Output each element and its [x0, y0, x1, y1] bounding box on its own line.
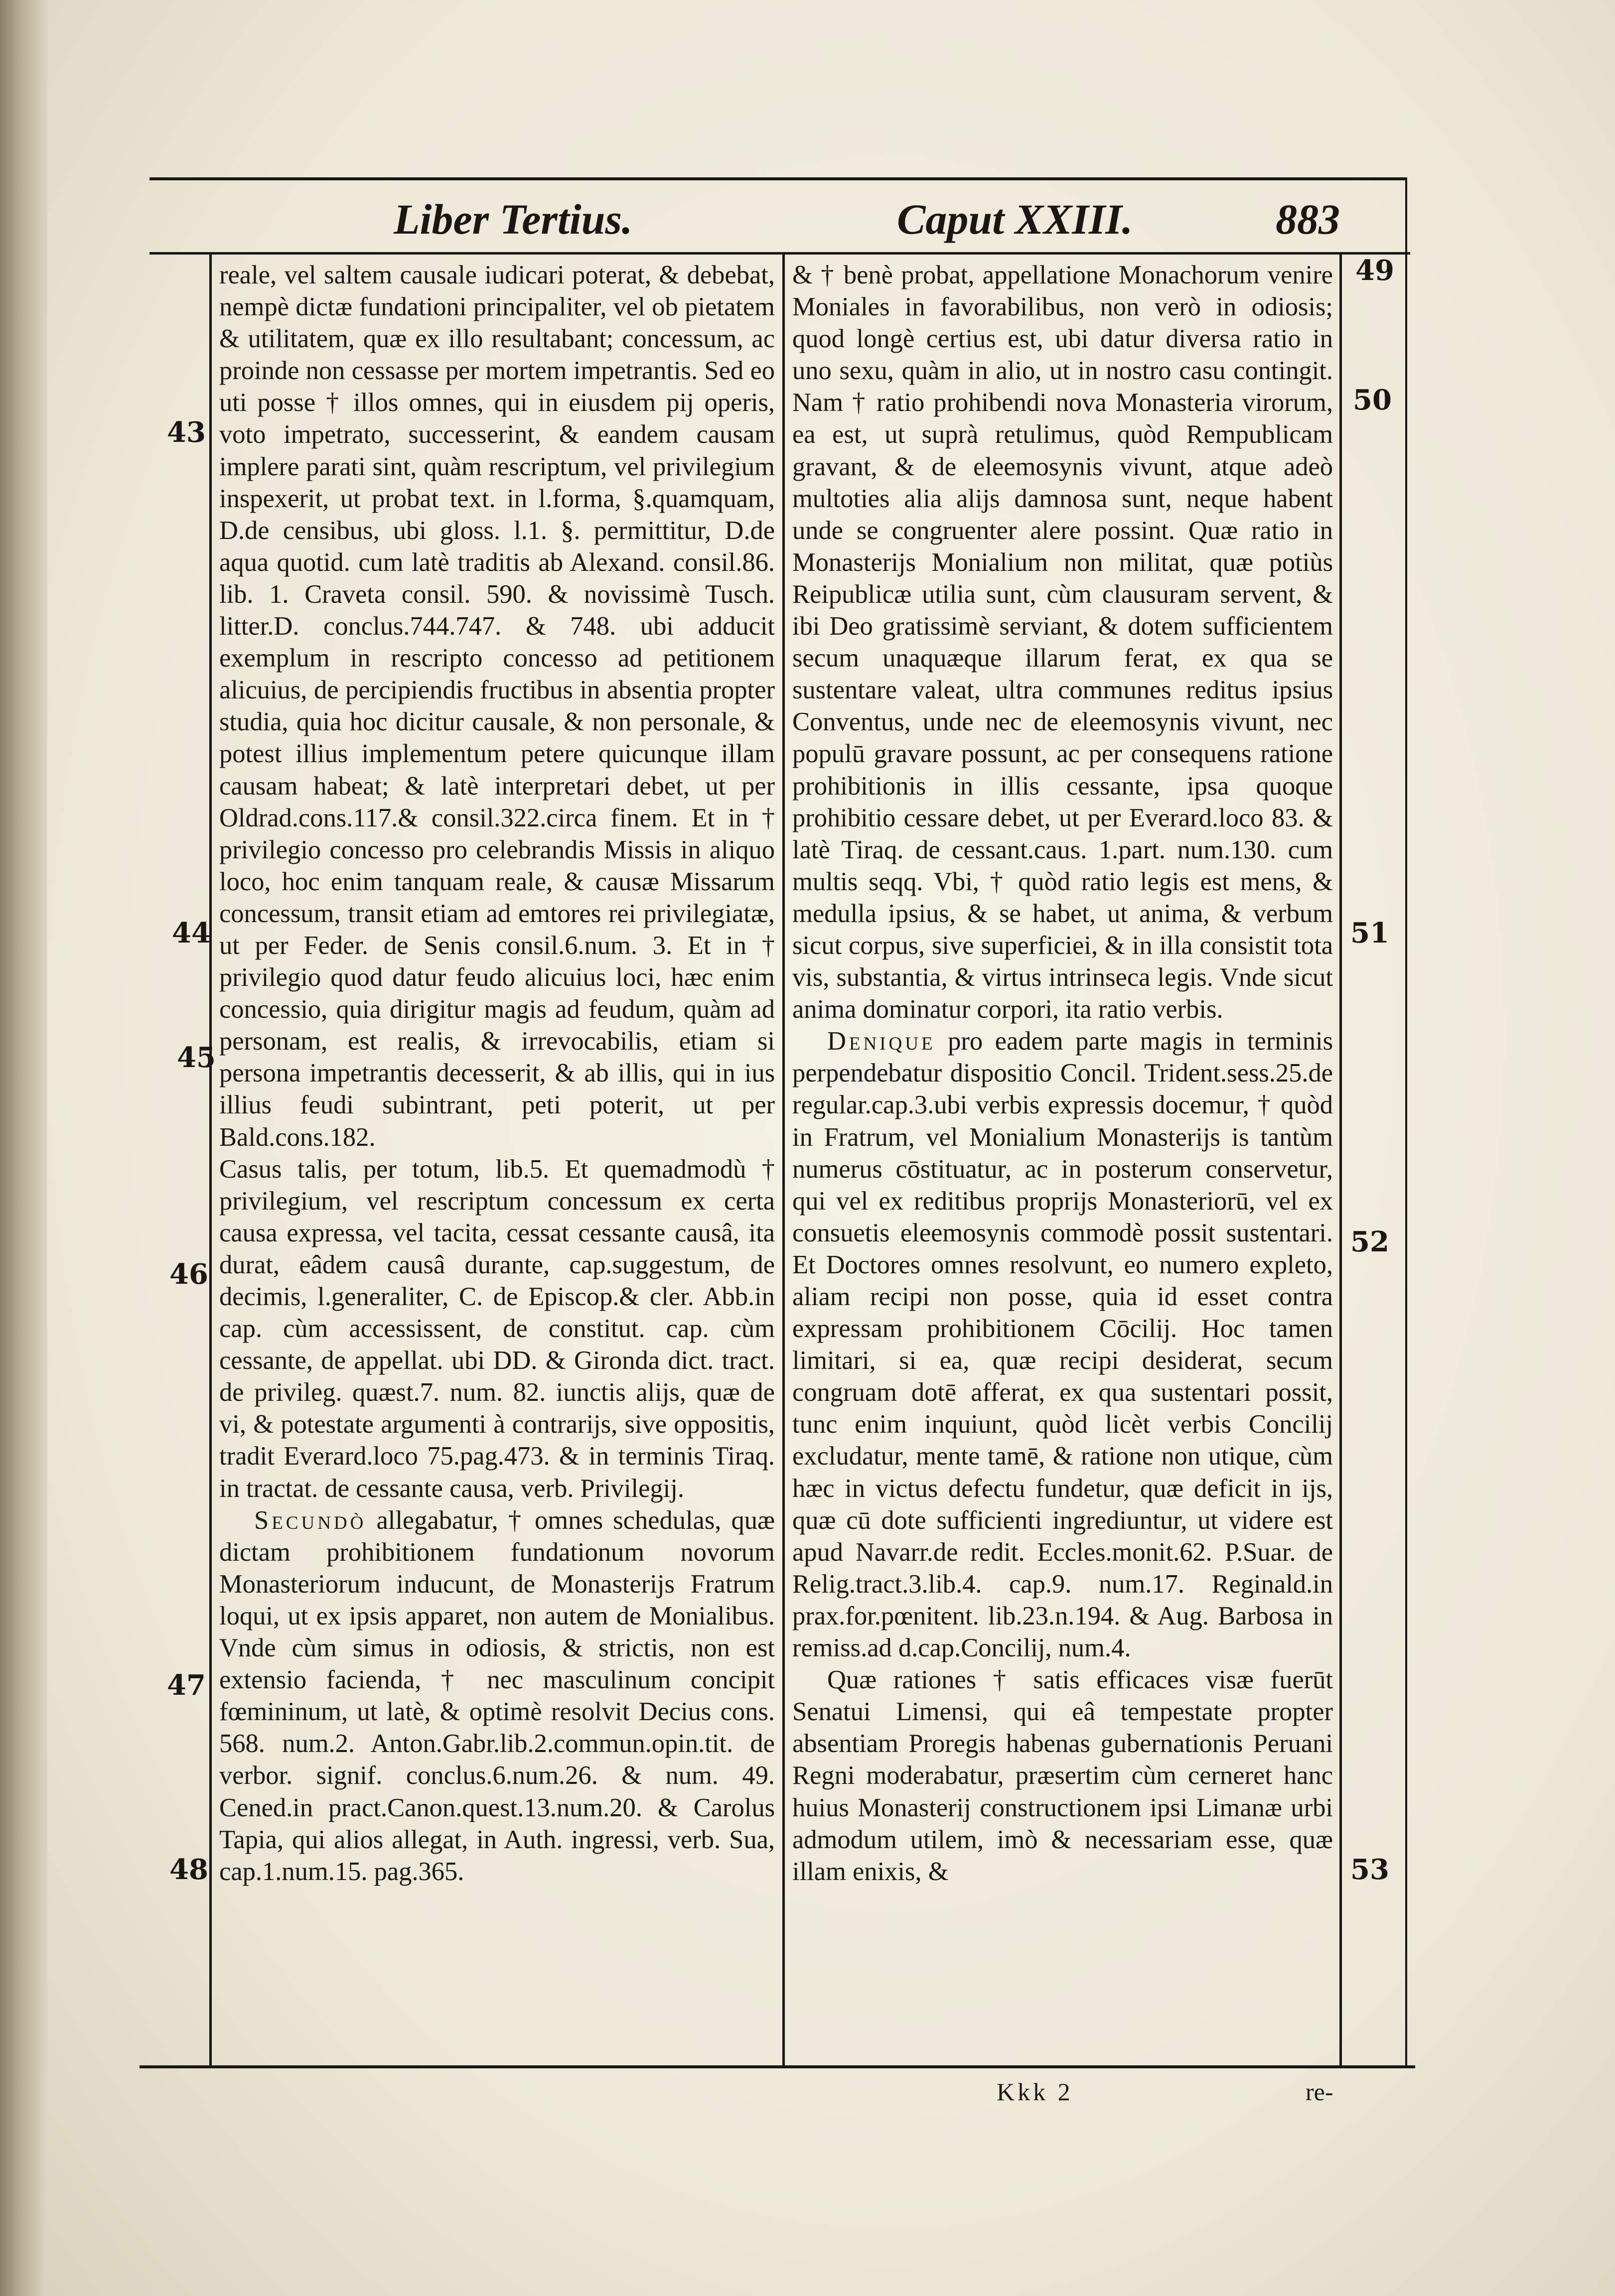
left-paragraph-2: Casus talis, per totum, lib.5. Et quemadmodù † privilegium, vel rescriptum concessum ex certa causa expressa, vel tacita, cessat cessante causâ, ita durat, eâdem causâ durante, cap.suggestum, de decimis, l.generaliter, C. de Episcop.& cler. Abb.in cap. cùm accessissent, de constitut. cap. cùm cessante, de appellat. ubi DD. & Gironda dict. tract. de privileg. quæst.7. num. 82. iunctis alijs, quæ de vi, & potestate argumenti à contrarijs, sive oppositis, tradit Everard.loco 75.pag.473. & in terminis Tiraq. in tractat. de cessante causa, verb. Privilegij.: [219, 1154, 775, 1503]
column-divider-rule: [782, 252, 785, 2065]
signature-mark: Kkk 2: [997, 2078, 1073, 2106]
margin-number: 43: [167, 416, 206, 449]
frame-bottom-rule: [140, 2065, 1415, 2068]
left-paragraph-3: [219, 1504, 775, 1888]
frame-left-rule: [209, 252, 212, 2065]
right-paragraph-1: & † benè probat, appellatione Monachorum venire Moniales in favorabilibus, non verò in odiosis; quod longè certius est, ubi datur diversa ratio in uno sexu, quàm in alio, ut in nostro casu contingit. Nam † ratio prohibendi nova Monasteria virorum, ea est, ut suprà retulimus, quòd Rempublicam gravant, & de eleemosynis vivunt, atque adeò multoties alia alijs damnosa sunt, neque habent unde se congruenter alere possint. Quæ ratio in Monasterijs Monialium non militat, quæ potiùs Reipublicæ utilia sunt, cùm clausuram servent, & ibi Deo gratissimè serviant, & dotem sufficientem secum unaquæque illarum ferat, ex qua se sustentare valeat, ultra communes reditus ipsius Conventus, unde nec de eleemosynis vivunt, nec populū gravare possunt, ac per consequens ratione prohibitionis in illis cessante, ipsa quoque prohibitio cessare debet, ut per Everard.loco 83. & latè Tiraq. de cessant.caus. 1.part. num.130. cum multis seqq. Vbi, † quòd ratio legis est mens, & medulla ipsius, & se habet, ut anima, & verbum sicut corpus, sive superficiei, & in illa consistit tota vis, substantia, & virtus intrinseca legis. Vnde sicut anima dominatur corpori, ita ratio verbis.: [792, 261, 1333, 1024]
right-paragraph-2: [792, 1025, 1333, 1664]
right-paragraph-2-lead: Denique: [827, 1027, 936, 1056]
margin-number: 44: [172, 917, 211, 949]
running-header: [154, 189, 1420, 254]
margin-number: 46: [169, 1258, 208, 1291]
left-paragraph-3-lead: Secundò: [254, 1505, 367, 1535]
header-top-rule: [149, 177, 1405, 180]
outer-right-rule: [1405, 177, 1407, 2065]
margin-number: 45: [177, 1041, 216, 1074]
right-paragraph-2-text: pro eadem parte magis in terminis perpendebatur dispositio Concil. Trident.sess.25.de regular.cap.3.ubi verbis expressis docemur, † quòd in Fratrum, vel Monialium Monasterijs is tantùm numerus cōstituatur, ac in posterum conservetur, qui vel ex reditibus proprijs Monasteriorū, vel ex consuetis eleemosynis commodè possit sustentari. Et Doctores omnes resolvunt, eo numero expleto, aliam recipi non posse, quia id esset contra expressam prohibitionem Cōcilij. Hoc tamen limitari, si ea, quæ recipi desiderat, secum congruam dotē afferat, ex qua sustentari possit, tunc enim inquiunt, quòd licèt verbis Concilij excludatur, mente tamē, & ratione non utique, cùm hæc in victus defectu fundetur, quæ deficit in ijs, quæ cū dote sufficienti ingrediuntur, ut videre est apud Navarr.de redit. Eccles.monit.62. P.Suar. de Relig.tract.3.lib.4. cap.9. num.17. Reginald.in prax.for.pœnitent. lib.23.n.194. & Aug. Barbosa in remiss.ad d.cap.Concilij, num.4.: [792, 1027, 1333, 1663]
header-book-title: Liber Tertius.: [394, 195, 633, 243]
margin-number: 47: [167, 1669, 206, 1702]
book-binding-shadow: [0, 0, 47, 2296]
margin-number: 48: [169, 1853, 208, 1886]
left-paragraph-1: reale, vel saltem causale iudicari poterat, & debebat, nempè dictæ fundationi principaliter, vel ob pietatem & utilitatem, quæ ex illo resultabant; concessum, ac proinde non cessasse per mortem impetrantis. Sed eo uti posse † illos omnes, qui in eiusdem pij operis, voto impetrato, successerint, & eandem causam implere parati sint, quàm rescriptum, vel privilegium inspexerit, ut probat text. in l.forma, §.quamquam, D.de censibus, ubi gloss. l.1. §. permittitur, D.de aqua quotid. cum latè traditis ab Alexand. consil.86. lib. 1. Craveta consil. 590. & novissimè Tusch. litter.D. conclus.744.747. & 748. ubi adducit exemplum in rescripto concesso ad petitionem alicuius, de percipiendis fructibus in absentia propter studia, quia hoc dicitur causale, & non personale, & potest illius implementum petere quicunque illam causam habeat; & latè interpretari debet, ut per Oldrad.cons.117.& consil.322.circa finem. Et in † privilegio concesso pro celebrandis Missis in aliquo loco, hoc enim tanquam reale, & causæ Missarum concessum, transit etiam ad emtores rei privilegiatæ, ut per Feder. de Senis consil.6.num. 3. Et in † privilegio quod datur feudo alicuius loci, hæc enim concessio, quia dirigitur magis ad feudum, quàm ad personam, est realis, & irrevocabilis, etiam si persona impetrantis decesserit, & ab illis, qui in ius illius feudi subintrant, peti poterit, ut per Bald.cons.182.: [219, 261, 775, 1152]
left-text-column: [219, 259, 775, 2023]
frame-right-rule: [1339, 252, 1342, 2065]
margin-number: 52: [1350, 1225, 1389, 1258]
margin-number: 50: [1353, 384, 1392, 416]
margin-number: 51: [1350, 917, 1389, 949]
margin-number: 53: [1350, 1853, 1389, 1886]
header-chapter-title: Caput XXIII.: [897, 195, 1133, 243]
margin-number: 49: [1355, 254, 1394, 287]
catchword: re-: [1306, 2078, 1333, 2106]
right-text-column: [792, 259, 1333, 2023]
header-page-number: 883: [1276, 195, 1340, 243]
left-paragraph-3-text: allegabatur, † omnes schedulas, quæ dictam prohibitionem fundationum novorum Monasteriorum inducunt, de Monasterijs Fratrum loqui, ut ex ipsis apparet, non autem de Monialibus. Vnde cùm simus in odiosis, & strictis, non est extensio facienda, † nec masculinum concipit fœmininum, ut latè, & optimè resolvit Decius cons. 568. num.2. Anton.Gabr.lib.2.commun.opin.tit. de verbor. signif. conclus.6.num.26. & num. 49. Cened.in pract.Canon.quest.13.num.20. & Carolus Tapia, qui alios allegat, in Auth. ingressi, verb. Sua, cap.1.num.15. pag.365.: [219, 1505, 775, 1886]
right-paragraph-3: Quæ rationes † satis efficaces visæ fuerūt Senatui Limensi, qui eâ tempestate propter absentiam Proregis habenas gubernationis Peruani Regni moderabatur, præsertim cùm cerneret hanc huius Monasterij constructionem ipsi Limanæ urbi admodum utilem, imò & necessariam esse, quæ illam enixis, &: [792, 1665, 1333, 1886]
